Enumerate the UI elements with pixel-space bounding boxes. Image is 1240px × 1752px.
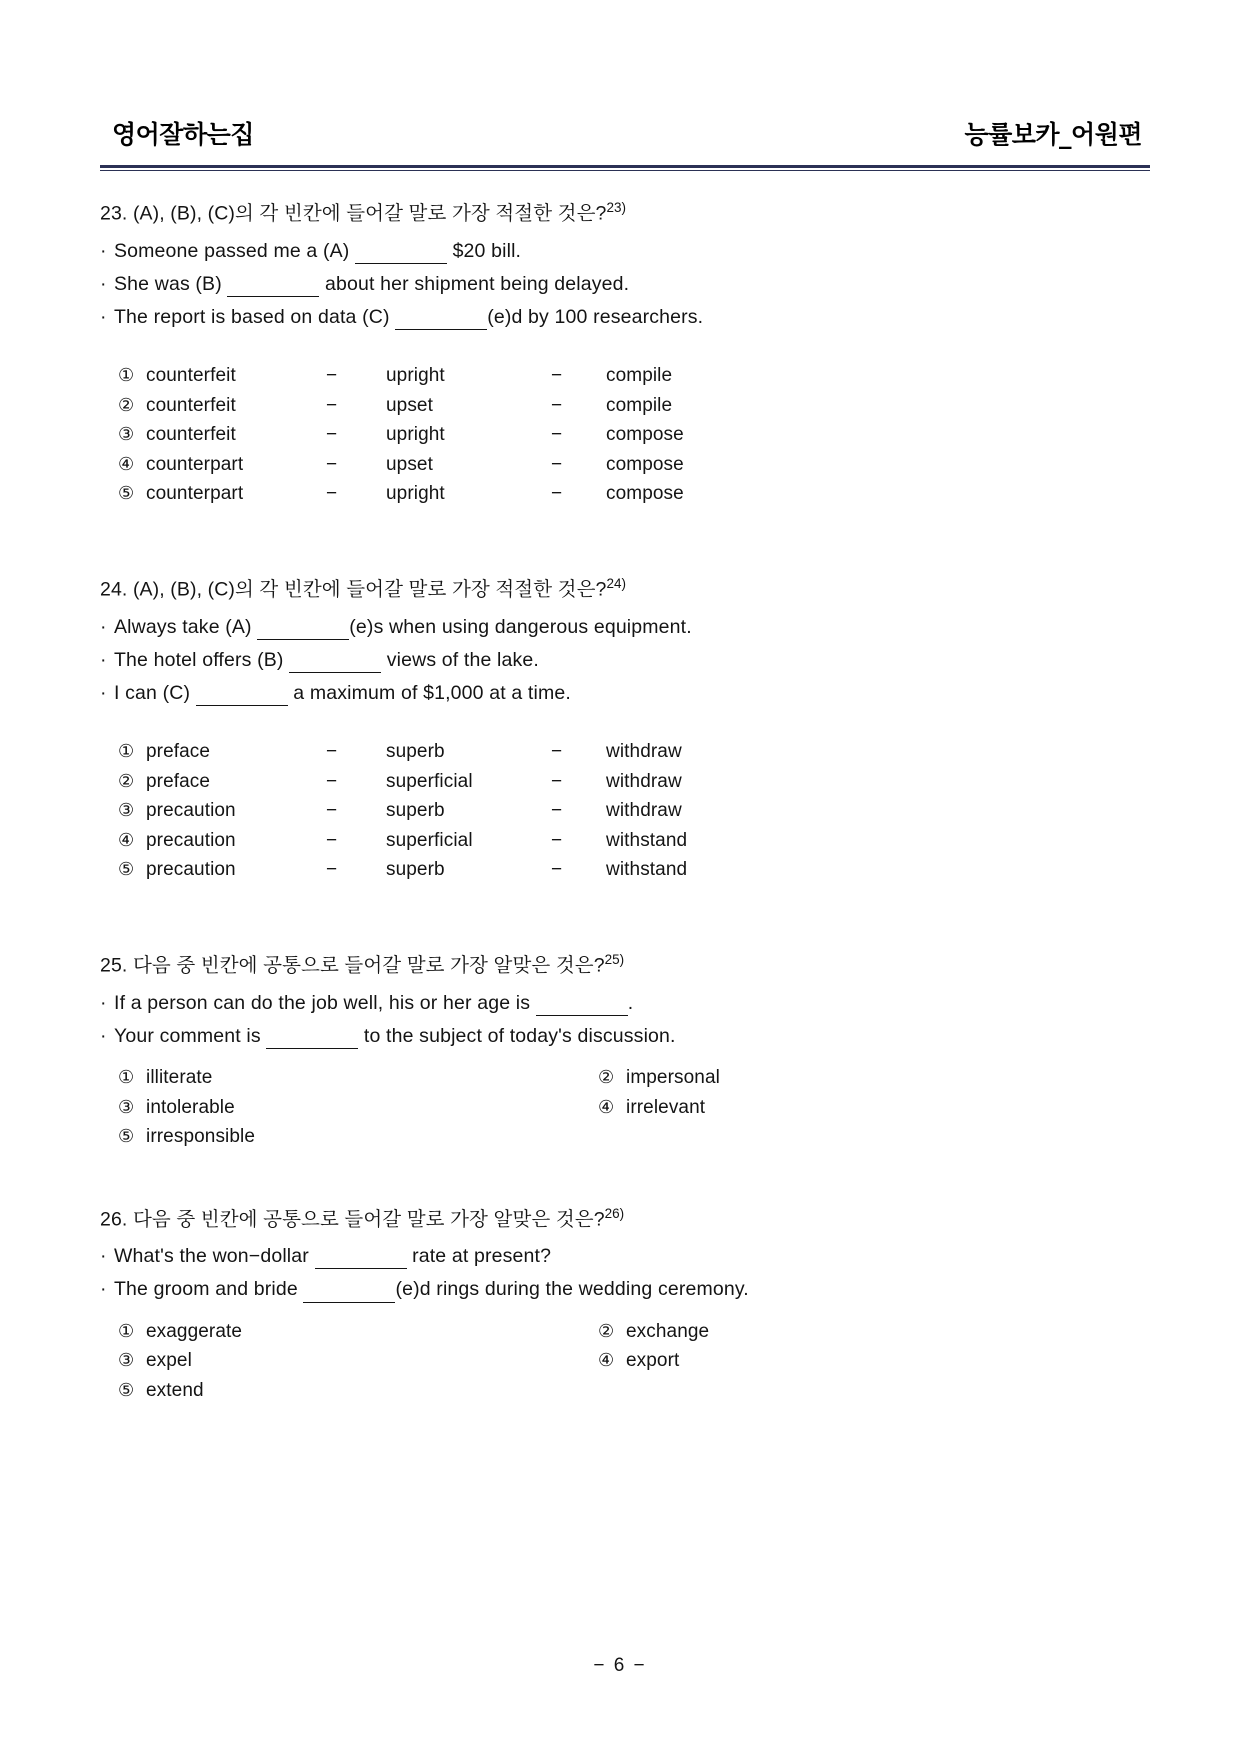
choice-option[interactable] xyxy=(118,831,1150,861)
choice-label: exchange xyxy=(626,1320,710,1342)
question-block xyxy=(100,1204,1150,1432)
choice-word-c: compose xyxy=(606,424,684,446)
choice-number: ① xyxy=(118,365,135,386)
choice-separator: − xyxy=(551,424,563,446)
choice-separator: − xyxy=(326,453,338,475)
sentence-text-before-blank: What's the won−dollar xyxy=(114,1245,309,1268)
choice-word-c: withstand xyxy=(606,859,688,881)
bullet-icon: · xyxy=(100,306,107,329)
choice-word-c: compile xyxy=(606,394,673,416)
question-sentence xyxy=(100,266,1150,299)
choice-option[interactable] xyxy=(118,1067,598,1089)
choice-separator: − xyxy=(551,483,563,505)
choice-separator: − xyxy=(326,741,338,763)
sentence-text-before-blank: The hotel offers (B) xyxy=(114,648,284,671)
sentence-text-before-blank: Always take (A) xyxy=(114,615,252,638)
question-block xyxy=(100,574,1150,924)
answer-blank xyxy=(355,233,447,264)
choice-number: ⑤ xyxy=(118,483,135,504)
answer-blank xyxy=(536,985,628,1016)
sentence-text-after-blank: (e)d rings during the wedding ceremony. xyxy=(395,1278,749,1301)
answer-blank xyxy=(315,1238,407,1269)
bullet-icon: · xyxy=(100,682,107,705)
choice-word-a: counterfeit xyxy=(146,365,236,387)
header-divider-thin xyxy=(100,170,1150,171)
choice-number: ② xyxy=(118,394,135,415)
question-sentences xyxy=(100,985,1150,1051)
question-number: 23. xyxy=(100,202,128,225)
answer-blank xyxy=(266,1018,358,1049)
answer-blank xyxy=(257,609,349,640)
header-book-title: 능률보카_어원편 xyxy=(964,120,1142,149)
section-spacer xyxy=(100,1409,1150,1431)
choice-number: ④ xyxy=(598,1096,615,1117)
question-sentence xyxy=(100,675,1150,708)
question-footnote-marker: 25) xyxy=(604,951,625,967)
choice-word-a: counterfeit xyxy=(146,424,236,446)
choice-word-a: counterpart xyxy=(146,483,244,505)
choice-label: export xyxy=(626,1350,680,1372)
choice-word-c: compose xyxy=(606,483,684,505)
choice-list xyxy=(118,1067,798,1156)
header-divider xyxy=(100,165,1150,172)
sentence-text-before-blank: Your comment is xyxy=(114,1024,261,1047)
choice-separator: − xyxy=(326,829,338,851)
choice-word-b: superb xyxy=(386,800,445,822)
bullet-icon: · xyxy=(100,272,107,295)
choice-separator: − xyxy=(551,859,563,881)
choice-label: irresponsible xyxy=(146,1126,256,1147)
question-sentence xyxy=(100,1238,1150,1271)
choice-option[interactable] xyxy=(118,860,1150,890)
choice-word-c: compose xyxy=(606,453,684,475)
questions-container xyxy=(100,198,1150,1431)
choice-row xyxy=(118,1321,798,1351)
page-header xyxy=(100,95,1150,151)
choice-number: ④ xyxy=(118,453,135,474)
choice-option[interactable] xyxy=(118,484,1150,514)
answer-blank xyxy=(303,1271,395,1302)
choice-number: ③ xyxy=(118,1096,135,1117)
choice-separator: − xyxy=(551,800,563,822)
sentence-text-before-blank: Someone passed me a (A) xyxy=(114,239,350,262)
choice-option[interactable] xyxy=(118,1097,598,1119)
sentence-text-after-blank: $20 bill. xyxy=(452,239,522,262)
sentence-text-before-blank: If a person can do the job well, his or her age is xyxy=(114,991,531,1014)
sentence-text-after-blank: to the subject of today's discussion. xyxy=(363,1024,676,1047)
choice-separator: − xyxy=(326,483,338,505)
choice-number: ① xyxy=(118,1320,135,1341)
choice-option[interactable] xyxy=(118,425,1150,455)
choice-row xyxy=(118,1380,798,1410)
section-spacer xyxy=(100,1156,1150,1178)
choice-list xyxy=(118,1321,798,1410)
question-stem xyxy=(100,1204,1150,1235)
choice-option[interactable] xyxy=(118,1350,598,1372)
choice-list xyxy=(118,742,1150,890)
choice-separator: − xyxy=(326,770,338,792)
choice-word-b: upset xyxy=(386,453,433,475)
question-sentences xyxy=(100,233,1150,333)
header-brand-title: 영어잘하는집 xyxy=(112,120,254,149)
bullet-icon: · xyxy=(100,239,107,262)
choice-separator: − xyxy=(551,365,563,387)
question-stem xyxy=(100,950,1150,981)
question-block xyxy=(100,950,1150,1178)
bullet-icon: · xyxy=(100,615,107,638)
choice-number: ② xyxy=(598,1067,615,1087)
question-sentence xyxy=(100,985,1150,1018)
choice-separator: − xyxy=(551,829,563,851)
choice-number: ① xyxy=(118,1067,135,1087)
question-sentences xyxy=(100,1238,1150,1304)
bullet-icon: · xyxy=(100,648,107,671)
choice-option[interactable] xyxy=(598,1097,705,1119)
question-number: 25. xyxy=(100,954,128,977)
choice-option[interactable] xyxy=(118,396,1150,426)
choice-word-c: withdraw xyxy=(606,800,682,822)
question-sentence xyxy=(100,609,1150,642)
choice-row xyxy=(118,1350,798,1380)
question-footnote-marker: 23) xyxy=(606,200,626,215)
choice-word-a: precaution xyxy=(146,800,236,822)
choice-number: ⑤ xyxy=(118,1126,135,1146)
question-sentence xyxy=(100,1271,1150,1304)
choice-word-a: preface xyxy=(146,741,211,763)
choice-word-b: superb xyxy=(386,859,445,881)
section-spacer xyxy=(100,890,1150,924)
question-sentence xyxy=(100,1018,1150,1051)
choice-option[interactable] xyxy=(118,801,1150,831)
choice-word-b: superb xyxy=(386,741,445,763)
choice-word-a: precaution xyxy=(146,859,236,881)
header-divider-thick xyxy=(100,165,1150,168)
choice-word-b: superficial xyxy=(386,829,473,851)
choice-number: ① xyxy=(118,741,135,762)
choice-label: intolerable xyxy=(146,1096,235,1118)
choice-number: ② xyxy=(598,1320,615,1341)
choice-separator: − xyxy=(326,394,338,416)
choice-row xyxy=(118,1126,798,1156)
choice-number: ② xyxy=(118,770,135,791)
choice-option[interactable] xyxy=(598,1067,720,1089)
choice-label: exaggerate xyxy=(146,1320,243,1342)
sentence-text-before-blank: The groom and bride xyxy=(114,1278,298,1301)
choice-word-b: upright xyxy=(386,365,445,387)
choice-separator: − xyxy=(326,800,338,822)
question-stem xyxy=(100,198,1150,229)
choice-label: impersonal xyxy=(626,1067,720,1088)
choice-separator: − xyxy=(551,741,563,763)
choice-word-b: upset xyxy=(386,394,433,416)
choice-word-a: preface xyxy=(146,770,211,792)
page-footer xyxy=(0,1655,1240,1677)
choice-separator: − xyxy=(326,365,338,387)
sentence-text-before-blank: She was (B) xyxy=(114,272,222,295)
choice-option[interactable] xyxy=(118,1321,598,1343)
question-sentences xyxy=(100,609,1150,709)
choice-number: ③ xyxy=(118,1350,135,1371)
choice-option[interactable] xyxy=(118,1380,598,1402)
choice-number: ③ xyxy=(118,800,135,821)
choice-word-a: counterfeit xyxy=(146,394,236,416)
choice-word-c: withdraw xyxy=(606,770,682,792)
sentence-text-after-blank: rate at present? xyxy=(412,1245,552,1268)
choice-option[interactable] xyxy=(598,1321,709,1343)
question-number: 26. xyxy=(100,1208,128,1230)
answer-blank xyxy=(196,675,288,706)
question-prompt-text: (A), (B), (C)의 각 빈칸에 들어갈 말로 가장 적절한 것은? xyxy=(132,202,607,225)
choice-option[interactable] xyxy=(118,455,1150,485)
sentence-text-after-blank: (e)s when using dangerous equipment. xyxy=(349,615,692,638)
choice-separator: − xyxy=(326,859,338,881)
choice-number: ③ xyxy=(118,424,135,445)
choice-number: ④ xyxy=(118,829,135,850)
choice-word-c: withstand xyxy=(606,829,688,851)
choice-label: expel xyxy=(146,1350,192,1372)
choice-option[interactable] xyxy=(598,1350,679,1372)
choice-separator: − xyxy=(551,394,563,416)
question-prompt-text: 다음 중 빈칸에 공통으로 들어갈 말로 가장 알맞은 것은? xyxy=(132,1208,605,1230)
choice-word-a: precaution xyxy=(146,829,236,851)
question-sentence xyxy=(100,299,1150,332)
choice-separator: − xyxy=(551,770,563,792)
question-sentence xyxy=(100,233,1150,266)
choice-word-c: compile xyxy=(606,365,673,387)
page-number: − 6 − xyxy=(593,1655,647,1676)
sentence-text-before-blank: I can (C) xyxy=(114,682,191,705)
choice-word-b: superficial xyxy=(386,770,473,792)
bullet-icon: · xyxy=(100,991,107,1014)
sentence-text-before-blank: The report is based on data (C) xyxy=(114,306,390,329)
answer-blank xyxy=(395,299,487,330)
sentence-text-after-blank: . xyxy=(627,991,634,1014)
choice-number: ④ xyxy=(598,1350,615,1371)
question-number: 24. xyxy=(100,578,128,601)
choice-row xyxy=(118,1097,798,1127)
choice-word-c: withdraw xyxy=(606,741,682,763)
choice-word-a: counterpart xyxy=(146,453,244,475)
question-footnote-marker: 26) xyxy=(604,1205,625,1221)
bullet-icon: · xyxy=(100,1278,107,1301)
section-spacer xyxy=(100,514,1150,548)
choice-option[interactable] xyxy=(118,742,1150,772)
choice-list xyxy=(118,366,1150,514)
answer-blank xyxy=(227,266,319,297)
sentence-text-after-blank: a maximum of $1,000 at a time. xyxy=(293,682,571,705)
sentence-text-after-blank: about her shipment being delayed. xyxy=(325,272,630,295)
choice-separator: − xyxy=(326,424,338,446)
question-sentence xyxy=(100,642,1150,675)
choice-row xyxy=(118,1067,798,1097)
sentence-text-after-blank: views of the lake. xyxy=(386,648,539,671)
bullet-icon: · xyxy=(100,1024,107,1047)
bullet-icon: · xyxy=(100,1245,107,1268)
question-stem xyxy=(100,574,1150,605)
sentence-text-after-blank: (e)d by 100 researchers. xyxy=(487,306,704,329)
answer-blank xyxy=(289,642,381,673)
question-prompt-text: (A), (B), (C)의 각 빈칸에 들어갈 말로 가장 적절한 것은? xyxy=(132,578,607,601)
choice-label: extend xyxy=(146,1379,204,1401)
choice-label: illiterate xyxy=(146,1067,213,1088)
question-block xyxy=(100,198,1150,548)
choice-number: ⑤ xyxy=(118,859,135,880)
question-prompt-text: 다음 중 빈칸에 공통으로 들어갈 말로 가장 알맞은 것은? xyxy=(132,954,605,977)
choice-option[interactable] xyxy=(118,1126,598,1148)
choice-word-b: upright xyxy=(386,424,445,446)
choice-option[interactable] xyxy=(118,772,1150,802)
choice-separator: − xyxy=(551,453,563,475)
choice-label: irrelevant xyxy=(626,1096,706,1118)
choice-word-b: upright xyxy=(386,483,445,505)
choice-option[interactable] xyxy=(118,366,1150,396)
question-footnote-marker: 24) xyxy=(606,575,626,591)
choice-number: ⑤ xyxy=(118,1379,135,1400)
